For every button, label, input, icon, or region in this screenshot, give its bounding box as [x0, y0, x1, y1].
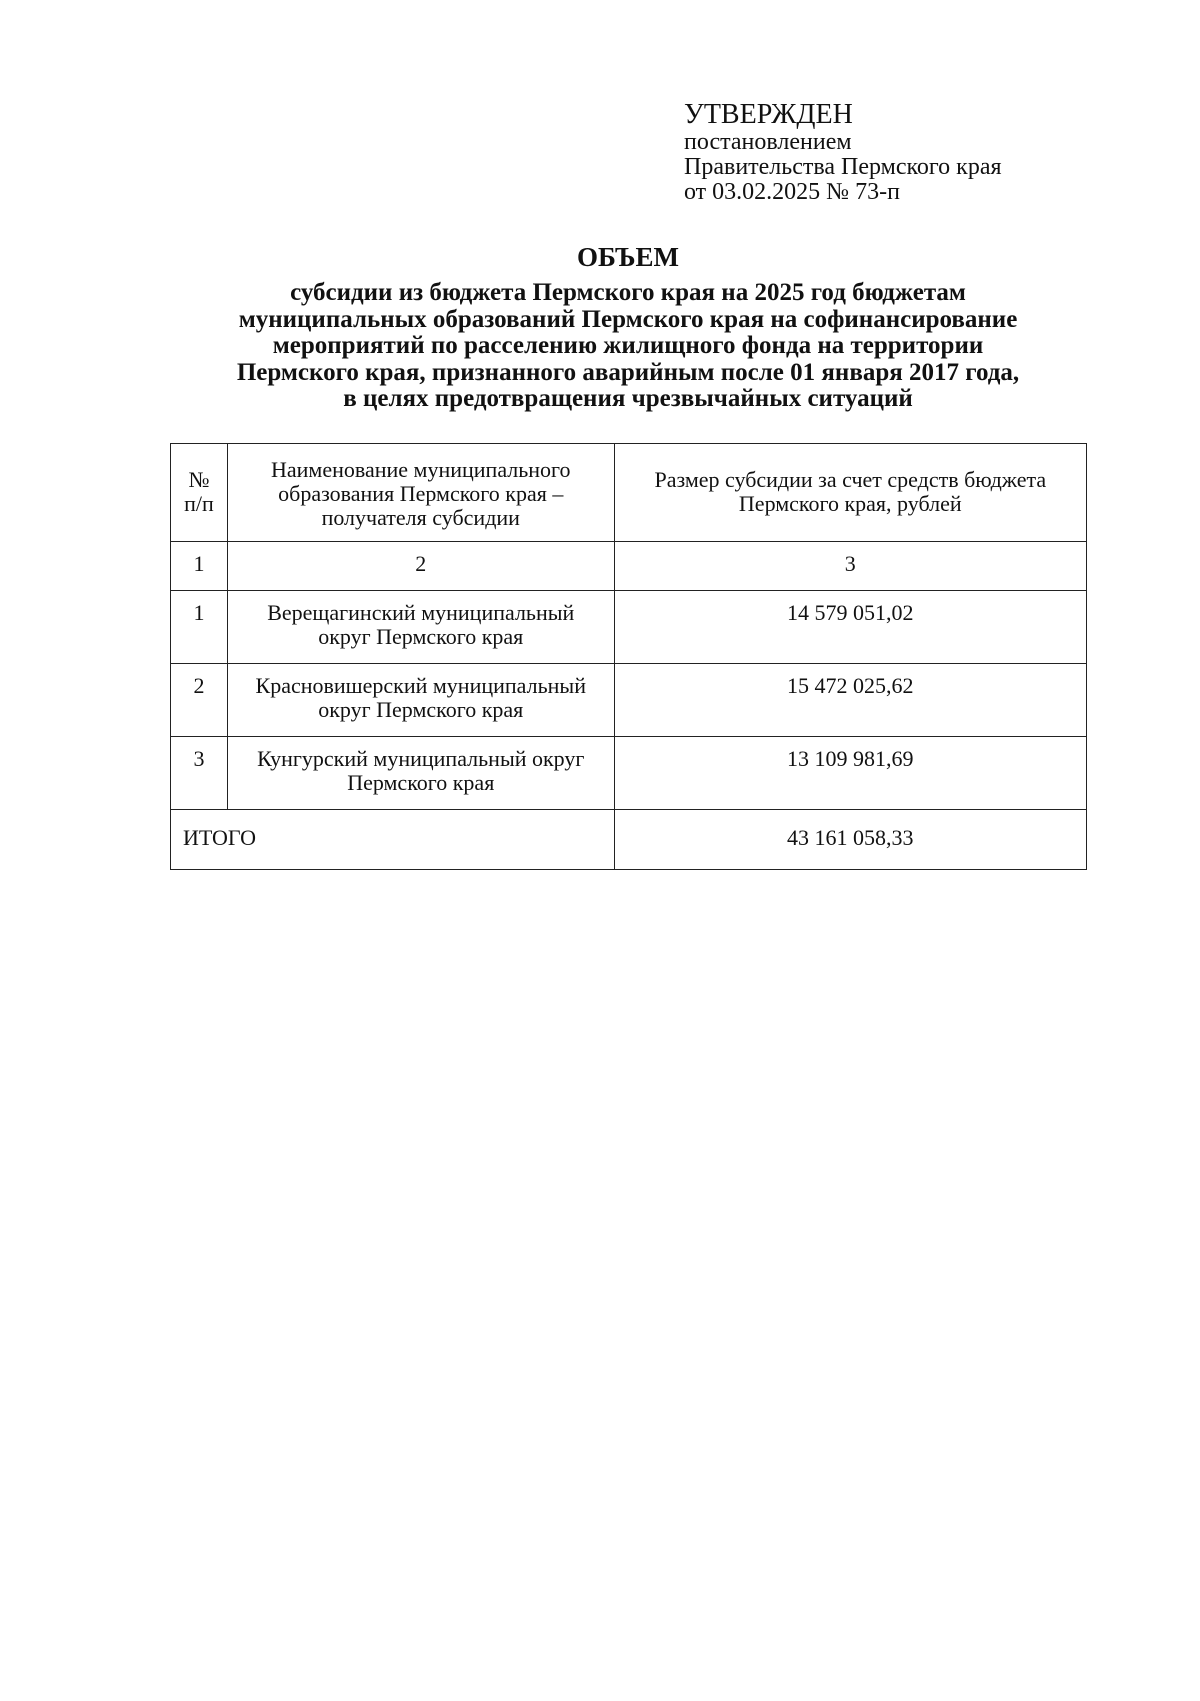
- row-name-line: округ Пермского края: [318, 624, 524, 649]
- header-recipient-name: [227, 444, 614, 542]
- column-index-cell: 2: [227, 542, 614, 591]
- row-name-line: Красновишерский муниципальный: [255, 673, 586, 698]
- row-name-line: округ Пермского края: [318, 697, 524, 722]
- approval-line-3: от 03.02.2025 № 73-п: [684, 179, 900, 205]
- row-number: 1: [171, 591, 228, 664]
- column-index-cell: 1: [171, 542, 228, 591]
- table-row: [171, 737, 1087, 810]
- subsidy-table: [170, 443, 1087, 870]
- approval-line-1: постановлением: [684, 129, 852, 155]
- table-header-row: [171, 444, 1087, 542]
- row-name-line: Пермского края: [347, 770, 495, 795]
- header-amount-line: Пермского края, рублей: [738, 491, 962, 516]
- row-name-line: Кунгурский муниципальный округ: [257, 746, 585, 771]
- header-subsidy-amount: [614, 444, 1086, 542]
- row-number: 2: [171, 664, 228, 737]
- table-row: [171, 664, 1087, 737]
- row-subsidy-amount: 13 109 981,69: [614, 737, 1086, 810]
- subtitle-line: Пермского края, признанного аварийным после 01 января 2017 года,: [236, 358, 1020, 386]
- document-subtitle: [120, 280, 1136, 413]
- approval-line-2: Правительства Пермского края: [684, 154, 1002, 180]
- header-number-line: п/п: [184, 491, 214, 516]
- header-name-line: Наименование муниципального: [270, 457, 571, 482]
- subtitle-line: муниципальных образований Пермского края на софинансирование: [238, 305, 1018, 333]
- column-index-row: [171, 542, 1087, 591]
- approval-title: УТВЕРЖДЕН: [684, 99, 853, 130]
- subtitle-line: субсидии из бюджета Пермского края на 2025 год бюджетам: [290, 279, 966, 306]
- subtitle-line: в целях предотвращения чрезвычайных ситуаций: [343, 385, 913, 412]
- table-row: [171, 591, 1087, 664]
- header-name-line: образования Пермского края –: [278, 481, 564, 506]
- document-title: ОБЪЕМ: [577, 242, 679, 272]
- header-name-line: получателя субсидии: [321, 505, 520, 530]
- header-number-line: №: [188, 467, 210, 492]
- row-subsidy-amount: 15 472 025,62: [614, 664, 1086, 737]
- total-amount: 43 161 058,33: [614, 810, 1086, 870]
- row-subsidy-amount: 14 579 051,02: [614, 591, 1086, 664]
- row-recipient-name: [227, 591, 614, 664]
- table-total-row: [171, 810, 1087, 870]
- header-amount-line: Размер субсидии за счет средств бюджета: [654, 467, 1047, 492]
- column-index-cell: 3: [614, 542, 1086, 591]
- total-label: ИТОГО: [171, 810, 615, 870]
- subtitle-line: мероприятий по расселению жилищного фонда на территории: [272, 332, 984, 359]
- header-number: [171, 444, 228, 542]
- row-recipient-name: [227, 737, 614, 810]
- row-recipient-name: [227, 664, 614, 737]
- approval-stamp: [684, 100, 1104, 205]
- row-number: 3: [171, 737, 228, 810]
- row-name-line: Верещагинский муниципальный: [267, 600, 575, 625]
